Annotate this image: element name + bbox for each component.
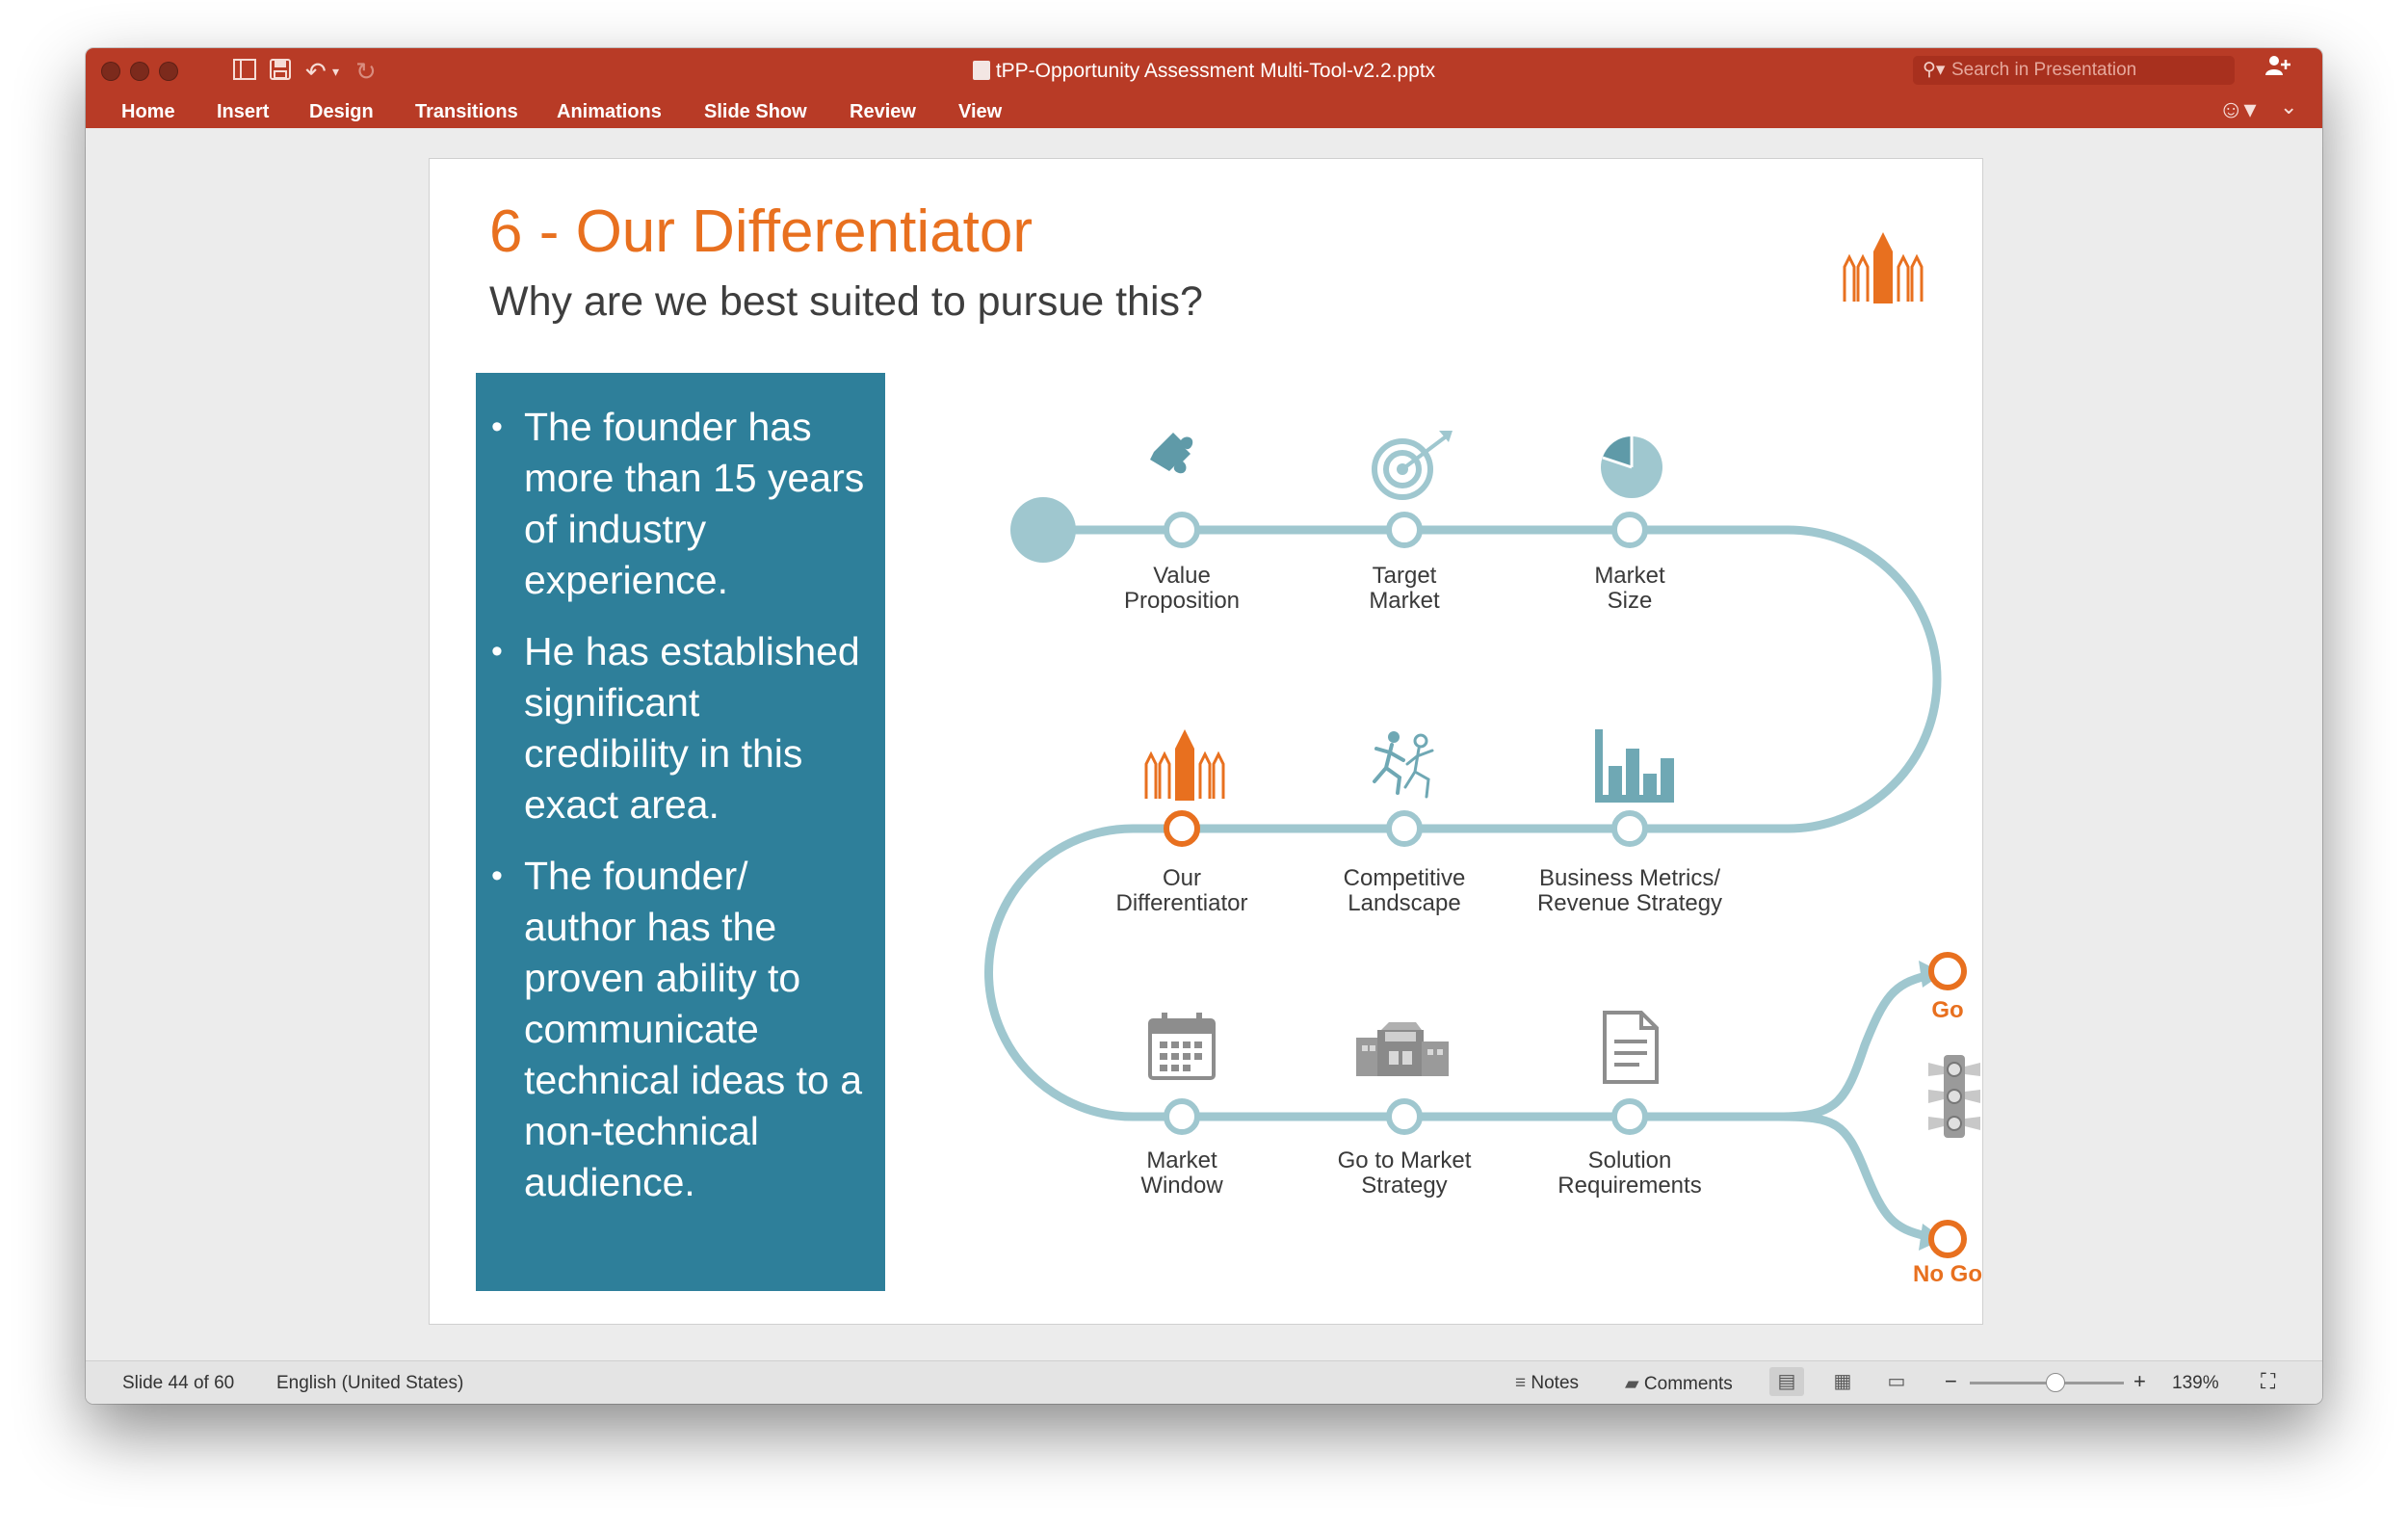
stop-label-line: Go to Market <box>1337 1147 1472 1173</box>
bar-chart-icon <box>1595 729 1674 803</box>
presenter-view-icon[interactable]: ▭ <box>1887 1371 1906 1392</box>
slide-sorter-view-icon[interactable]: ▦ <box>1833 1371 1852 1392</box>
stop-business-metrics[interactable] <box>1614 813 1645 844</box>
search-icon: ⚲▾ <box>1923 60 1946 80</box>
stop-our-differentiator[interactable] <box>1166 813 1197 844</box>
zoom-slider-knob[interactable] <box>2046 1373 2065 1392</box>
document-title-text: tPP-Opportunity Assessment Multi-Tool-v2.2.pptx <box>995 60 1436 82</box>
go-node[interactable] <box>1931 955 1964 988</box>
tab-insert[interactable]: Insert <box>217 101 270 122</box>
stop-label-line: Target <box>1372 563 1437 589</box>
comment-bubble-icon: ▰ <box>1625 1374 1639 1394</box>
stop-label-line: Business Metrics/ <box>1538 865 1721 891</box>
document-icon <box>1605 1013 1657 1082</box>
undo-dropdown-icon[interactable]: ▾ <box>332 64 340 79</box>
bullet-item: • He has established significant credibility in this exact area. <box>524 626 868 830</box>
shop-icon <box>1356 1022 1449 1076</box>
stop-label-competitive-landscape <box>1289 866 1520 916</box>
stop-market-window[interactable] <box>1166 1101 1197 1132</box>
feedback-smiley-icon[interactable]: ☺▾ <box>2218 94 2257 123</box>
stop-label-line: Landscape <box>1348 890 1461 916</box>
calendar-icon <box>1150 1013 1214 1078</box>
stop-label-line: Requirements <box>1557 1173 1702 1199</box>
zoom-out-button[interactable]: − <box>1945 1369 1957 1393</box>
stop-label-line: Revenue Strategy <box>1536 890 1723 916</box>
stop-label-line: Solution <box>1587 1147 1672 1173</box>
go-label: Go <box>1931 997 1964 1023</box>
share-add-person-icon[interactable] <box>2264 54 2291 84</box>
slide-title[interactable]: 6 - Our Differentiator <box>489 198 1033 265</box>
traffic-light-icon <box>1928 1055 1980 1138</box>
redo-icon[interactable]: ↻ <box>355 57 377 86</box>
stop-label-line: Size <box>1607 588 1653 614</box>
roadmap-start-node <box>1010 497 1076 563</box>
bullet-item: • The founder has more than 15 years of industry experience. <box>524 402 868 606</box>
stop-label-line: Market <box>1594 563 1665 589</box>
stop-go-to-market[interactable] <box>1389 1101 1420 1132</box>
normal-view-icon[interactable]: ▤ <box>1769 1367 1804 1396</box>
stop-label-value-proposition <box>1066 564 1297 614</box>
notes-label: Notes <box>1531 1373 1580 1393</box>
tab-review[interactable]: Review <box>850 101 916 122</box>
stop-label-line: Competitive <box>1343 865 1466 891</box>
tab-view[interactable]: View <box>958 101 1003 122</box>
pptx-file-icon <box>973 61 990 80</box>
tab-slide-show[interactable]: Slide Show <box>704 101 807 122</box>
stop-value-proposition[interactable] <box>1166 514 1197 545</box>
stop-label-market-size <box>1514 564 1745 614</box>
title-bar <box>86 48 2322 128</box>
stop-label-solution-requirements <box>1514 1148 1745 1199</box>
ribbon-tabs <box>86 96 2322 127</box>
stop-label-target-market <box>1289 564 1520 614</box>
nogo-node[interactable] <box>1931 1223 1964 1255</box>
stop-target-market[interactable] <box>1389 514 1420 545</box>
stop-label-market-window <box>1066 1148 1297 1199</box>
stop-label-line: Our <box>1162 865 1201 891</box>
stop-solution-requirements[interactable] <box>1614 1101 1645 1132</box>
stop-label-our-differentiator <box>1066 866 1297 916</box>
collapse-ribbon-chevron-icon[interactable]: ⌄ <box>2280 94 2298 119</box>
stop-label-line: Value <box>1153 563 1211 589</box>
puzzle-icon <box>1150 433 1192 473</box>
stop-label-go-to-market <box>1289 1148 1520 1199</box>
tab-design[interactable]: Design <box>309 101 374 122</box>
stop-competitive-landscape[interactable] <box>1389 813 1420 844</box>
tab-transitions[interactable]: Transitions <box>415 101 518 122</box>
pie-chart-icon <box>1601 436 1662 498</box>
pencils-icon <box>1146 729 1223 801</box>
stop-label-line: Window <box>1140 1173 1223 1199</box>
stop-market-size[interactable] <box>1614 514 1645 545</box>
search-input[interactable] <box>1913 56 2235 85</box>
fit-to-window-icon[interactable]: ⛶ <box>2261 1369 2276 1393</box>
stop-label-line: Market <box>1146 1147 1217 1173</box>
bullet-item: • The founder/ author has the proven ability to communicate technical ideas to a non-technical audience. <box>524 851 868 1208</box>
slide-canvas[interactable] <box>430 159 1982 1324</box>
slide-counter[interactable]: Slide 44 of 60 <box>122 1373 235 1393</box>
target-icon <box>1374 431 1453 497</box>
nogo-label: No Go <box>1913 1261 1982 1287</box>
status-bar <box>86 1360 2322 1404</box>
zoom-level[interactable]: 139% <box>2172 1373 2219 1393</box>
runners-icon <box>1374 731 1432 797</box>
stop-label-line: Proposition <box>1123 588 1241 614</box>
zoom-in-button[interactable]: + <box>2133 1369 2146 1393</box>
search-placeholder: Search in Presentation <box>1951 60 2137 80</box>
tab-home[interactable]: Home <box>121 101 175 122</box>
notes-button[interactable] <box>1515 1373 1579 1394</box>
stop-label-line: Differentiator <box>1115 890 1248 916</box>
language-indicator[interactable]: English (United States) <box>276 1373 464 1393</box>
comments-label: Comments <box>1643 1374 1733 1394</box>
powerpoint-window <box>86 48 2322 1404</box>
undo-icon[interactable]: ↶ <box>305 57 327 86</box>
tab-animations[interactable]: Animations <box>557 101 662 122</box>
slide-subtitle[interactable]: Why are we best suited to pursue this? <box>489 278 1203 325</box>
stop-label-line: Market <box>1369 588 1440 614</box>
comments-button[interactable] <box>1625 1373 1733 1395</box>
stop-label-business-metrics <box>1514 866 1745 916</box>
stop-label-line: Strategy <box>1361 1173 1448 1199</box>
notes-icon: ≡ <box>1515 1373 1527 1393</box>
